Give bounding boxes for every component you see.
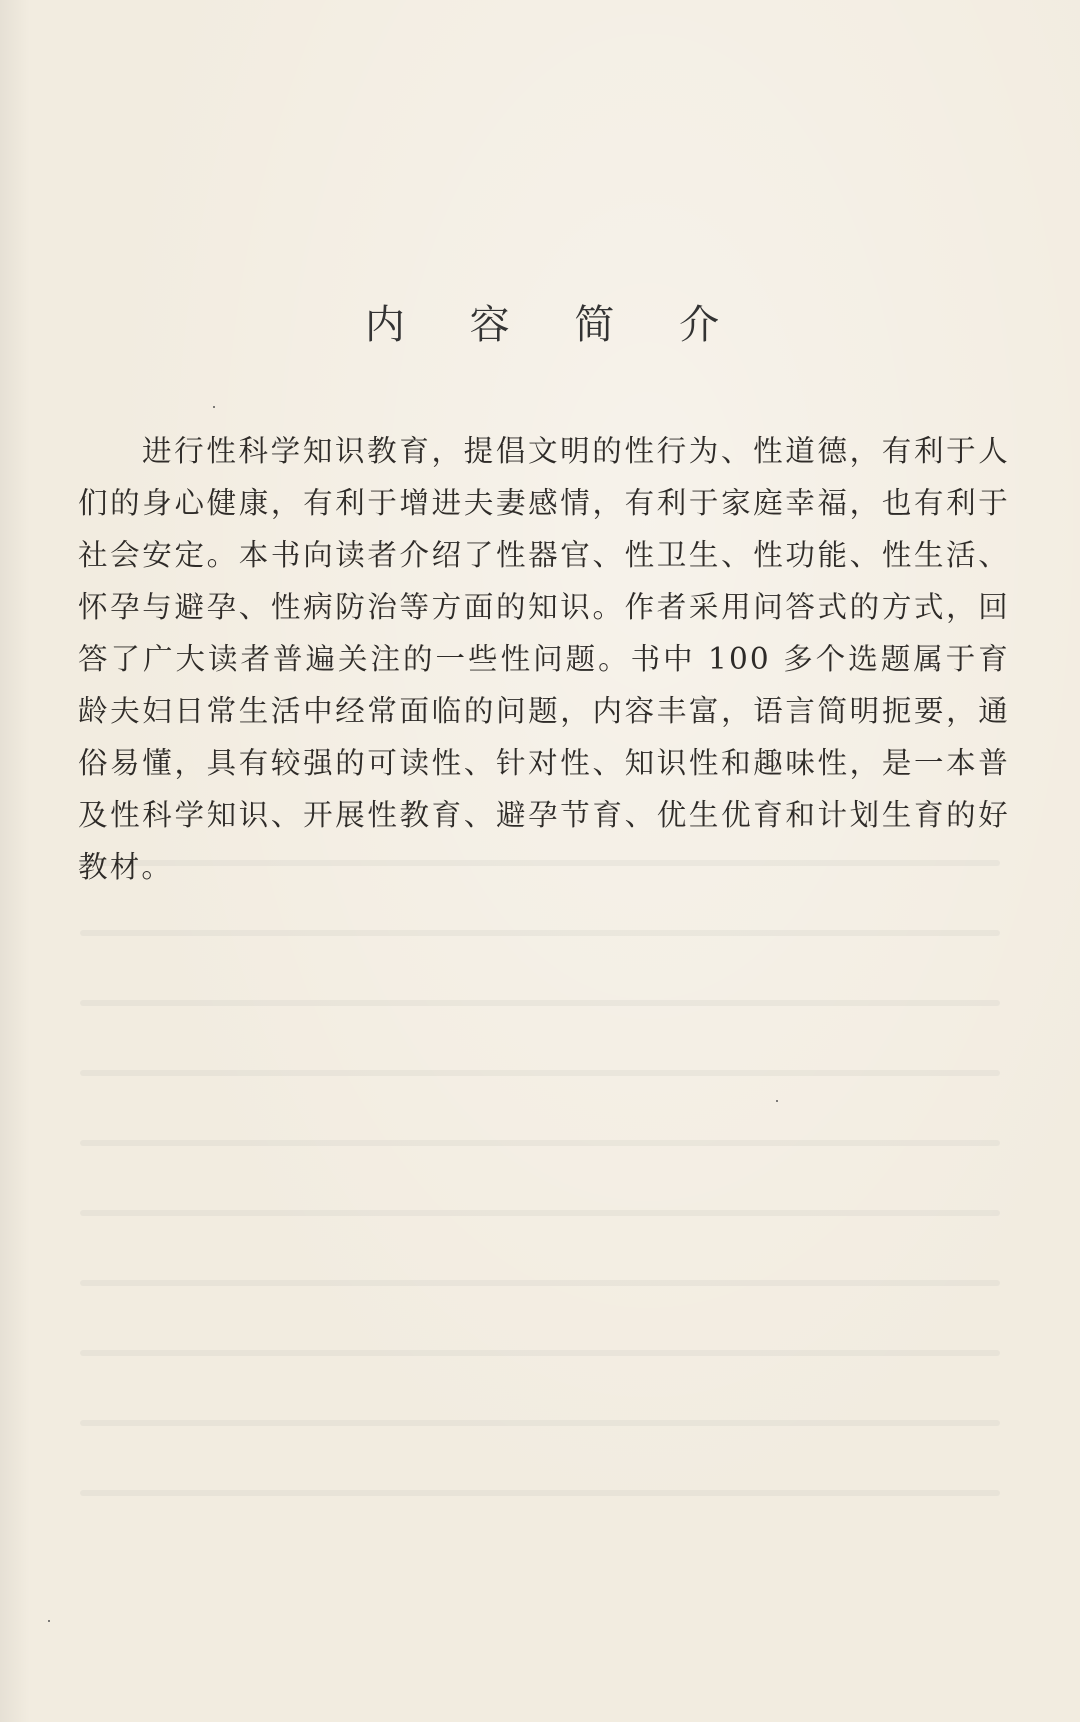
paper-speck — [213, 406, 215, 408]
paper-speck — [776, 1100, 778, 1102]
page-title: 内 容 简 介 — [364, 301, 746, 348]
paper-speck — [48, 1620, 50, 1622]
summary-paragraph: 进行性科学知识教育，提倡文明的性行为、性道德，有利于人们的身心健康，有利于增进夫妻感情，有利于家庭幸福，也有利于社会安定。本书向读者介绍了性器官、性卫生、性功能、性生活、怀孕与避孕、性病防治等方面的知识。作者采用问答式的方式，回答了广大读者普遍关注的一些性问题。书中 100 多个选题属于育龄夫妇日常生活中经常面临的问题，内容丰富，语言简明扼要，通俗易懂，具有较强的可读性、针对性、知识性和趣味性，是一本普及性科学知识、开展性教育、避孕节育、优生优育和计划生育的好教材。 — [78, 434, 1010, 884]
bleed-through-text — [80, 860, 1000, 1620]
